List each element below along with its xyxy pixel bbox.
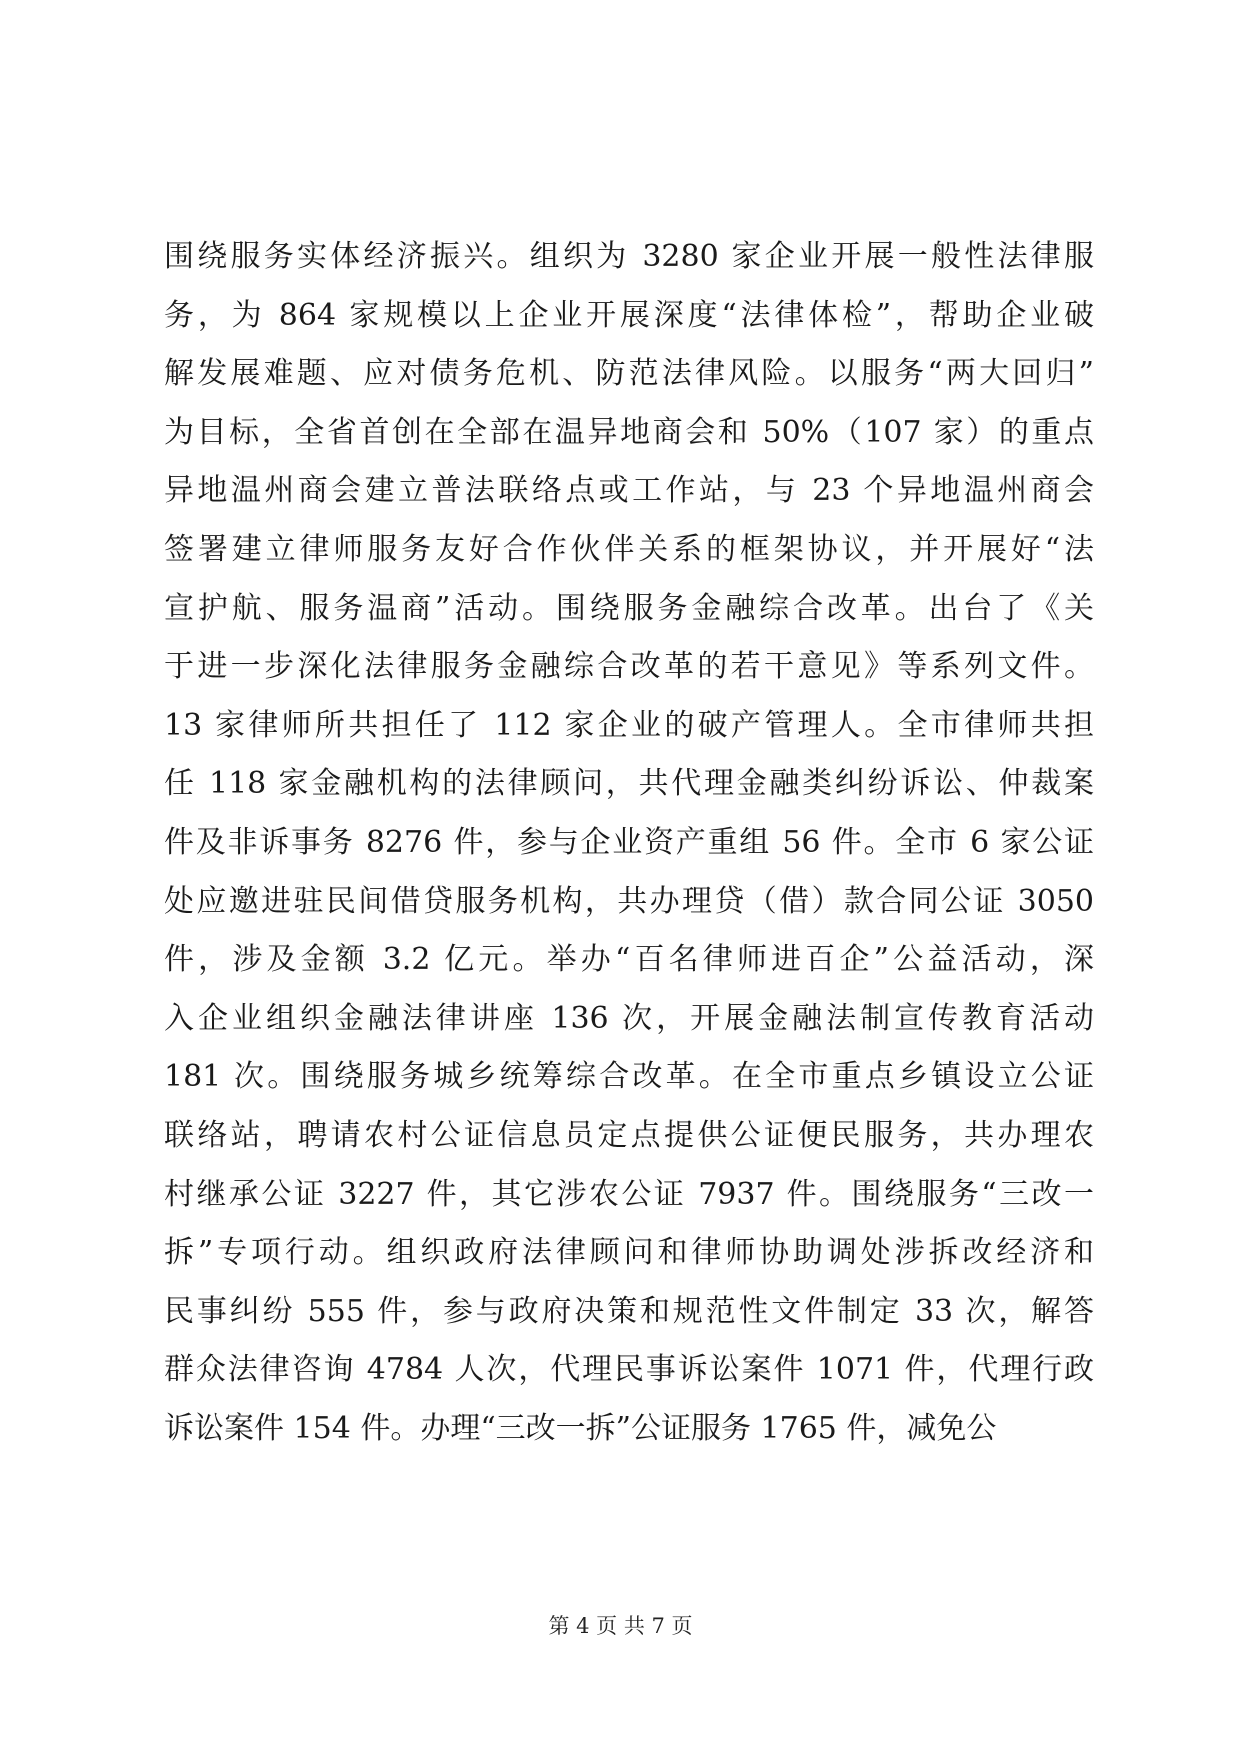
text-line: 于进一步深化法律服务金融综合改革的若干意见》等系列文件。 [164,649,1094,685]
text-line: 围绕服务实体经济振兴。组织为 3280 家企业开展一般性法律服 [164,239,1094,274]
text-line: 村继承公证 3227 件，其它涉农公证 7937 件。围绕服务“三改一 [164,1176,1094,1212]
text-line: 处应邀进驻民间借贷服务机构，共办理贷（借）款合同公证 3050 [164,883,1094,919]
text-line: 为目标，全省首创在全部在温异地商会和 50%（107 家）的重点 [164,414,1094,450]
text-line: 宣护航、服务温商”活动。围绕服务金融综合改革。出台了《关 [164,590,1094,626]
text-line: 件及非诉事务 8276 件，参与企业资产重组 56 件。全市 6 家公证 [164,824,1094,860]
text-line: 群众法律咨询 4784 人次，代理民事诉讼案件 1071 件，代理行政 [164,1352,1094,1388]
text-line: 件，涉及金额 3.2 亿元。举办“百名律师进百企”公益活动，深 [164,942,1094,978]
text-line: 入企业组织金融法律讲座 136 次，开展金融法制宣传教育活动 [164,1000,1094,1036]
text-line: 联络站，聘请农村公证信息员定点提供公证便民服务，共办理农 [164,1117,1094,1153]
text-line: 181 次。围绕服务城乡统筹综合改革。在全市重点乡镇设立公证 [164,1059,1094,1095]
page-number-footer: 第 4 页 共 7 页 [548,1614,693,1638]
text-line: 异地温州商会建立普法联络点或工作站，与 23 个异地温州商会 [164,473,1094,509]
text-line: 签署建立律师服务友好合作伙伴关系的框架协议，并开展好“法 [164,531,1094,567]
text-line: 13 家律师所共担任了 112 家企业的破产管理人。全市律师共担 [164,707,1094,743]
text-line: 解发展难题、应对债务危机、防范法律风险。以服务“两大回归” [164,356,1094,392]
text-line: 任 118 家金融机构的法律顾问，共代理金融类纠纷诉讼、仲裁案 [164,766,1094,802]
text-line: 诉讼案件 154 件。办理“三改一拆”公证服务 1765 件，减免公 [164,1410,997,1446]
text-line: 拆”专项行动。组织政府法律顾问和律师协助调处涉拆改经济和 [164,1235,1094,1271]
text-line: 务，为 864 家规模以上企业开展深度“法律体检”，帮助企业破 [164,297,1094,333]
text-line: 民事纠纷 555 件，参与政府决策和规范性文件制定 33 次，解答 [164,1293,1094,1329]
body-paragraph [164,228,1094,1458]
